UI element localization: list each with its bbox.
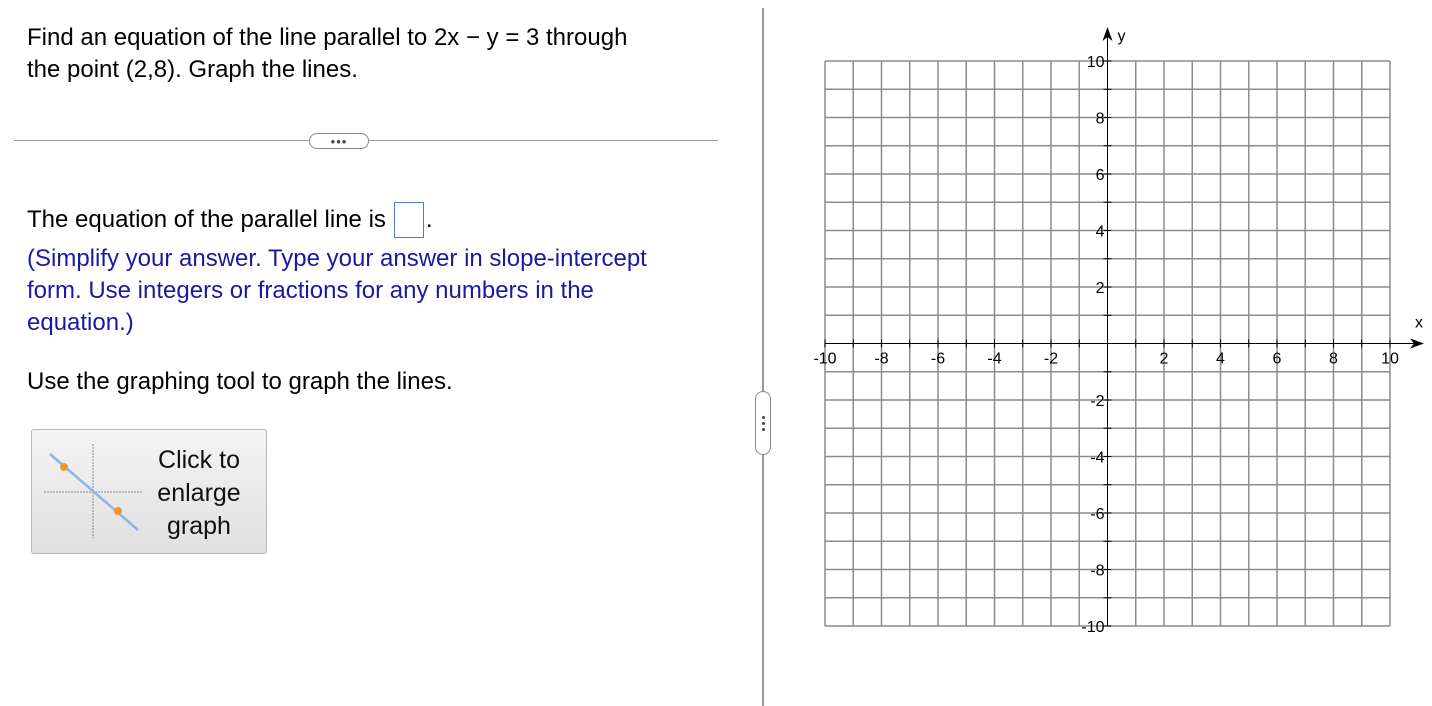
expand-more-button[interactable] xyxy=(309,133,369,149)
y-tick-label: -6 xyxy=(1090,506,1105,523)
y-tick-label: -8 xyxy=(1090,562,1105,580)
instructions-line-2: form. Use integers or fractions for any numbers in the xyxy=(27,277,594,304)
y-tick-label: 10 xyxy=(1086,54,1105,71)
instructions-line-1: (Simplify your answer. Type your answer in slope-intercept xyxy=(27,245,647,272)
y-axis-label: y xyxy=(1117,28,1126,45)
y-tick-label: 8 xyxy=(1095,110,1105,128)
y-tick-label: 2 xyxy=(1095,280,1105,297)
panel-resize-handle[interactable] xyxy=(755,391,771,455)
answer-input[interactable] xyxy=(394,202,424,238)
y-tick-label: 6 xyxy=(1095,167,1105,184)
enlarge-label-line-2: enlarge xyxy=(157,479,241,507)
enlarge-label-line-1: Click to xyxy=(158,446,240,474)
handle-dot xyxy=(762,416,765,419)
x-tick-label: 6 xyxy=(1272,350,1282,368)
x-axis-label: x xyxy=(1415,314,1423,332)
x-tick-label: -6 xyxy=(930,350,946,368)
more-dots-icon: ••• xyxy=(330,133,348,149)
x-tick-label: 10 xyxy=(1381,350,1399,368)
question-text xyxy=(27,22,707,86)
answer-period: . xyxy=(425,206,433,233)
x-tick-label: -8 xyxy=(874,350,889,368)
coordinate-grid[interactable] xyxy=(800,26,1430,646)
panel-divider xyxy=(762,8,764,706)
x-tick-label: 2 xyxy=(1159,350,1169,368)
answer-instructions xyxy=(27,243,717,339)
y-tick-label: -10 xyxy=(1081,619,1105,636)
x-tick-label: 4 xyxy=(1216,350,1225,368)
graph-thumbnail-icon xyxy=(42,440,142,540)
enlarge-graph-label xyxy=(144,444,254,543)
y-tick-label: 4 xyxy=(1095,223,1105,241)
instructions-line-3: equation.) xyxy=(27,309,134,336)
handle-dot xyxy=(762,422,765,425)
handle-dot xyxy=(762,428,765,431)
enlarge-graph-button[interactable] xyxy=(31,429,267,554)
y-tick-label: -2 xyxy=(1090,393,1105,410)
x-tick-label: -4 xyxy=(987,350,1002,368)
question-line-2: the point (2,8). Graph the lines. xyxy=(27,56,358,83)
answer-line xyxy=(27,202,433,238)
x-tick-label: -10 xyxy=(813,350,837,368)
enlarge-label-line-3: graph xyxy=(167,512,231,540)
graph-instruction: Use the graphing tool to graph the lines. xyxy=(27,368,453,395)
y-tick-label: -4 xyxy=(1090,449,1105,467)
answer-prompt: The equation of the parallel line is xyxy=(27,206,386,233)
x-tick-label: 8 xyxy=(1329,350,1338,368)
question-line-1: Find an equation of the line parallel to 2x − y = 3 through xyxy=(27,24,628,51)
x-tick-label: -2 xyxy=(1043,350,1059,368)
